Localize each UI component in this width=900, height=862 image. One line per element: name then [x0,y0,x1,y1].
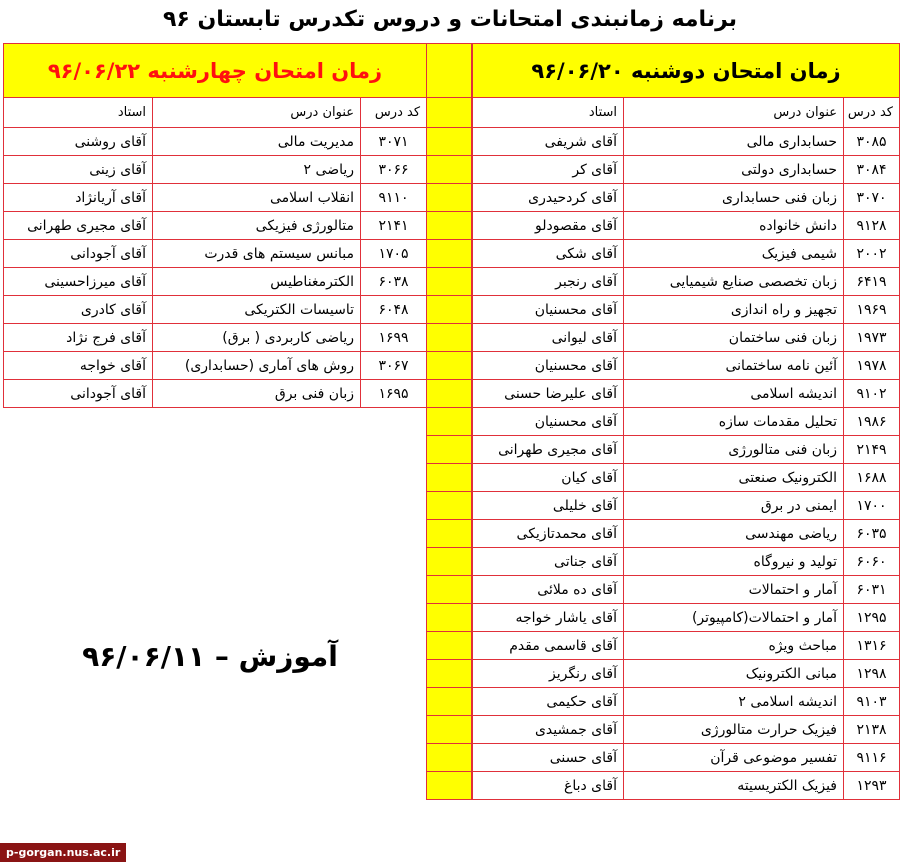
course-code-cell: ۶۰۳۱ [844,576,900,604]
separator-cell [427,296,472,324]
table-row [473,548,900,576]
separator-cell [427,268,472,296]
course-title-cell: انقلاب اسلامی [153,184,361,212]
course-code-cell: ۶۰۳۸ [361,268,427,296]
separator-cell [427,576,472,604]
table-row [473,576,900,604]
course-title-cell: آئین نامه ساختمانی [624,352,844,380]
course-title-cell: مدیریت مالی [153,128,361,156]
course-code-cell: ۶۰۶۰ [844,548,900,576]
table-row [473,744,900,772]
table-row [473,632,900,660]
teacher-cell: آقای ده ملائی [473,576,624,604]
course-code-cell: ۹۱۱۶ [844,744,900,772]
separator-cell [427,44,472,98]
course-title-cell: تاسیسات الکتریکی [153,296,361,324]
table-row [473,492,900,520]
teacher-cell: آقای زینی [4,156,153,184]
separator-cell [427,436,472,464]
teacher-cell: آقای یاشار خواجه [473,604,624,632]
course-title-cell: ایمنی در برق [624,492,844,520]
course-title-cell: آمار و احتمالات [624,576,844,604]
table-row [473,156,900,184]
separator-cell [427,660,472,688]
separator-cell [427,352,472,380]
table-row [4,184,427,212]
teacher-cell: آقای مجیری طهرانی [473,436,624,464]
course-code-cell: ۲۰۰۲ [844,240,900,268]
separator-cell [427,212,472,240]
separator-cell [427,380,472,408]
teacher-cell: آقای دباغ [473,772,624,800]
table-row [473,436,900,464]
separator-cell [427,184,472,212]
course-code-cell: ۲۱۴۱ [361,212,427,240]
course-code-cell: ۱۷۰۵ [361,240,427,268]
monday-header: زمان امتحان دوشنبه ۹۶/۰۶/۲۰ [473,44,900,98]
separator-cell [427,324,472,352]
course-title-cell: زبان فنی متالورژی [624,436,844,464]
teacher-cell: آقای خواجه [4,352,153,380]
course-title-cell: تفسیر موضوعی قرآن [624,744,844,772]
teacher-cell: آقای شریفی [473,128,624,156]
teacher-cell: آقای کیان [473,464,624,492]
course-title-cell: مبانی الکترونیک [624,660,844,688]
wednesday-exam-table [3,43,427,408]
teacher-cell: آقای علیرضا حسنی [473,380,624,408]
col-teacher-header: استاد [473,98,624,128]
separator-cell [427,464,472,492]
teacher-cell: آقای آجودانی [4,380,153,408]
teacher-cell: آقای کردحیدری [473,184,624,212]
separator-cell [427,632,472,660]
table-row [473,772,900,800]
course-title-cell: مبانس سیستم های قدرت [153,240,361,268]
course-code-cell: ۳۰۷۱ [361,128,427,156]
teacher-cell: آقای محسنیان [473,296,624,324]
course-title-cell: زبان فنی ساختمان [624,324,844,352]
col-teacher-header: استاد [4,98,153,128]
course-code-cell: ۱۹۶۹ [844,296,900,324]
teacher-cell: آقای خلیلی [473,492,624,520]
course-code-cell: ۶۰۴۸ [361,296,427,324]
table-row [4,128,427,156]
teacher-cell: آقای جناتی [473,548,624,576]
teacher-cell: آقای کادری [4,296,153,324]
table-row [4,268,427,296]
table-row [473,660,900,688]
separator-cell [427,716,472,744]
teacher-cell: آقای آجودانی [4,240,153,268]
separator-cell [427,492,472,520]
table-row [4,352,427,380]
table-row [4,240,427,268]
teacher-cell: آقای قاسمی مقدم [473,632,624,660]
separator-cell [427,772,472,800]
course-title-cell: الکترمغناطیس [153,268,361,296]
separator-cell [427,548,472,576]
table-row [4,380,427,408]
teacher-cell: آقای لیوانی [473,324,624,352]
course-title-cell: شیمی فیزیک [624,240,844,268]
course-title-cell: روش های آماری (حسابداری) [153,352,361,380]
course-title-cell: متالورژی فیزیکی [153,212,361,240]
course-code-cell: ۱۹۷۳ [844,324,900,352]
site-watermark: p-gorgan.nus.ac.ir [0,843,126,862]
table-row [473,324,900,352]
separator-cell [427,156,472,184]
course-code-cell: ۲۱۳۸ [844,716,900,744]
teacher-cell: آقای مقصودلو [473,212,624,240]
table-row [473,716,900,744]
course-code-cell: ۶۰۳۵ [844,520,900,548]
course-title-cell: زبان تخصصی صنایع شیمیایی [624,268,844,296]
course-title-cell: ریاضی مهندسی [624,520,844,548]
course-title-cell: مباحث ویژه [624,632,844,660]
course-title-cell: ریاضی ۲ [153,156,361,184]
table-row [473,296,900,324]
teacher-cell: آقای روشنی [4,128,153,156]
course-code-cell: ۱۹۸۶ [844,408,900,436]
table-row [473,408,900,436]
teacher-cell: آقای حسنی [473,744,624,772]
course-code-cell: ۳۰۶۶ [361,156,427,184]
col-code-header: کد درس [844,98,900,128]
course-code-cell: ۱۲۹۳ [844,772,900,800]
separator-column [426,43,472,800]
course-title-cell: حسابداری مالی [624,128,844,156]
course-code-cell: ۶۴۱۹ [844,268,900,296]
course-code-cell: ۳۰۸۵ [844,128,900,156]
teacher-cell: آقای رنجبر [473,268,624,296]
table-row [473,212,900,240]
footer-note: آموزش – ۹۶/۰۶/۱۱ [82,640,338,673]
course-code-cell: ۱۶۹۹ [361,324,427,352]
teacher-cell: آقای آریانژاد [4,184,153,212]
course-code-cell: ۹۱۱۰ [361,184,427,212]
separator-cell [427,128,472,156]
teacher-cell: آقای میرزاحسینی [4,268,153,296]
teacher-cell: آقای رنگریز [473,660,624,688]
course-code-cell: ۲۱۴۹ [844,436,900,464]
table-row [473,464,900,492]
course-title-cell: تجهیز و راه اندازی [624,296,844,324]
course-code-cell: ۱۲۹۸ [844,660,900,688]
table-row [473,268,900,296]
teacher-cell: آقای محمدتازیکی [473,520,624,548]
table-row [473,604,900,632]
teacher-cell: آقای حکیمی [473,688,624,716]
teacher-cell: آقای مجیری طهرانی [4,212,153,240]
table-row [473,352,900,380]
course-code-cell: ۳۰۶۷ [361,352,427,380]
course-code-cell: ۹۱۲۸ [844,212,900,240]
course-title-cell: زبان فنی برق [153,380,361,408]
separator-cell [427,604,472,632]
course-title-cell: دانش خانواده [624,212,844,240]
course-code-cell: ۱۶۹۵ [361,380,427,408]
course-code-cell: ۹۱۰۳ [844,688,900,716]
col-code-header: کد درس [361,98,427,128]
course-code-cell: ۳۰۸۴ [844,156,900,184]
separator-cell [427,520,472,548]
wednesday-header: زمان امتحان چهارشنبه ۹۶/۰۶/۲۲ [4,44,427,98]
monday-exam-table [472,43,900,800]
course-title-cell: فیزیک الکتریسیته [624,772,844,800]
separator-cell [427,98,472,128]
table-row [4,156,427,184]
teacher-cell: آقای جمشیدی [473,716,624,744]
separator-cell [427,408,472,436]
table-row [4,212,427,240]
course-code-cell: ۱۲۹۵ [844,604,900,632]
table-row [473,184,900,212]
course-title-cell: فیزیک حرارت متالورژی [624,716,844,744]
table-row [473,380,900,408]
course-code-cell: ۳۰۷۰ [844,184,900,212]
separator-cell [427,744,472,772]
separator-cell [427,240,472,268]
course-title-cell: زبان فنی حسابداری [624,184,844,212]
col-title-header: عنوان درس [153,98,361,128]
table-row [473,240,900,268]
course-title-cell: الکترونیک صنعتی [624,464,844,492]
teacher-cell: آقای کر [473,156,624,184]
course-title-cell: اندیشه اسلامی [624,380,844,408]
course-code-cell: ۹۱۰۲ [844,380,900,408]
course-title-cell: ریاضی کاربردی ( برق) [153,324,361,352]
teacher-cell: آقای محسنیان [473,352,624,380]
course-title-cell: حسابداری دولتی [624,156,844,184]
table-row [4,324,427,352]
course-title-cell: تحلیل مقدمات سازه [624,408,844,436]
table-row [473,688,900,716]
course-code-cell: ۱۷۰۰ [844,492,900,520]
course-code-cell: ۱۹۷۸ [844,352,900,380]
table-row [473,128,900,156]
teacher-cell: آقای فرج نژاد [4,324,153,352]
table-row [473,520,900,548]
page-title: برنامه زمانبندی امتحانات و دروس تکدرس تابستان ۹۶ [162,7,738,32]
col-title-header: عنوان درس [624,98,844,128]
course-code-cell: ۱۳۱۶ [844,632,900,660]
teacher-cell: آقای محسنیان [473,408,624,436]
teacher-cell: آقای شکی [473,240,624,268]
course-title-cell: اندیشه اسلامی ۲ [624,688,844,716]
table-row [4,296,427,324]
separator-cell [427,688,472,716]
course-code-cell: ۱۶۸۸ [844,464,900,492]
course-title-cell: آمار و احتمالات(کامپیوتر) [624,604,844,632]
course-title-cell: تولید و نیروگاه [624,548,844,576]
